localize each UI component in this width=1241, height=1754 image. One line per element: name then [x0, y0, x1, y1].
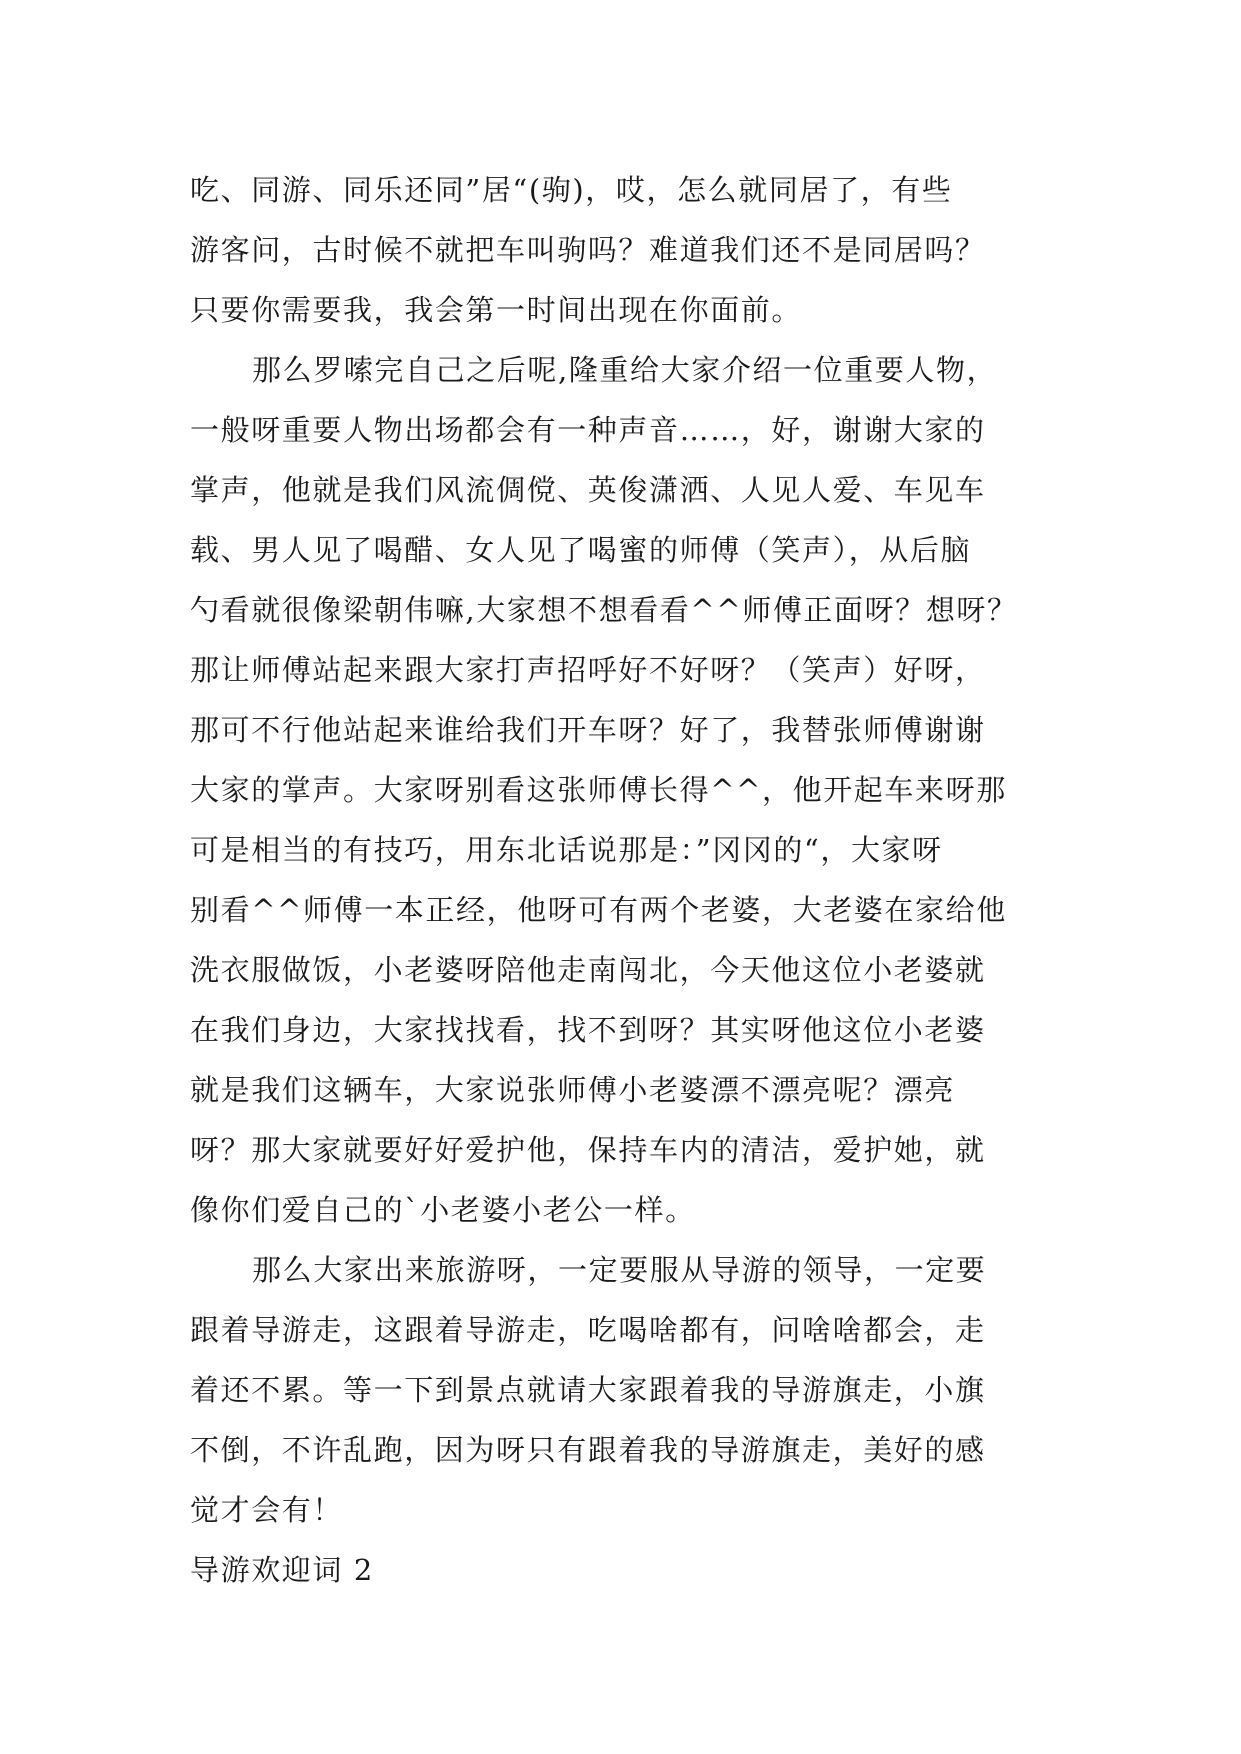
text-line: 可是相当的有技巧，用东北话说那是：”冈冈的“，大家呀 — [190, 833, 943, 867]
text-line: 只要你需要我，我会第一时间出现在你面前。 — [190, 293, 803, 327]
text-line: 不倒，不许乱跑，因为呀只有跟着我的导游旗走，美好的感 — [190, 1433, 986, 1467]
text-line: 在我们身边，大家找找看，找不到呀？其实呀他这位小老婆 — [190, 1013, 986, 1047]
text-line: 勺看就很像梁朝伟嘛,大家想不想看看^^师傅正面呀？想呀？ — [190, 593, 1018, 627]
paragraph-start-line: 那么罗嗦完自己之后呢,隆重给大家介绍一位重要人物， — [252, 353, 998, 387]
paragraph-start-line: 那么大家出来旅游呀，一定要服从导游的领导，一定要 — [252, 1253, 987, 1287]
text-line: 那可不行他站起来谁给我们开车呀？好了，我替张师傅谢谢 — [190, 713, 986, 747]
text-line: 就是我们这辆车，大家说张师傅小老婆漂不漂亮呢？漂亮 — [190, 1073, 956, 1107]
text-line: 那让师傅站起来跟大家打声招呼好不好呀？（笑声）好呀， — [190, 653, 986, 687]
text-line: 游客问，古时候不就把车叫驹吗？难道我们还不是同居吗？ — [190, 233, 986, 267]
text-line: 洗衣服做饭，小老婆呀陪他走南闯北，今天他这位小老婆就 — [190, 953, 986, 987]
text-line: 大家的掌声。大家呀别看这张师傅长得^^，他开起车来呀那 — [190, 773, 1007, 807]
section-heading: 导游欢迎词 2 — [190, 1553, 374, 1587]
text-line: 呀？那大家就要好好爱护他，保持车内的清洁，爱护她，就 — [190, 1133, 986, 1167]
text-line: 吃、同游、同乐还同”居“(驹)，哎，怎么就同居了，有些 — [190, 173, 953, 207]
text-line: 觉才会有！ — [190, 1493, 344, 1527]
text-line: 跟着导游走，这跟着导游走，吃喝啥都有，问啥啥都会，走 — [190, 1313, 986, 1347]
text-line: 像你们爱自己的`小老婆小老公一样。 — [190, 1193, 696, 1227]
text-line: 载、男人见了喝醋、女人见了喝蜜的师傅（笑声），从后脑 — [190, 533, 972, 567]
document-body — [190, 160, 1050, 1600]
text-line: 一般呀重要人物出场都会有一种声音……，好，谢谢大家的 — [190, 413, 986, 447]
text-line: 掌声，他就是我们风流倜傥、英俊潇洒、人见人爱、车见车 — [190, 473, 986, 507]
text-line: 着还不累。等一下到景点就请大家跟着我的导游旗走，小旗 — [190, 1373, 986, 1407]
text-line: 别看^^师傅一本正经，他呀可有两个老婆，大老婆在家给他 — [190, 893, 1007, 927]
